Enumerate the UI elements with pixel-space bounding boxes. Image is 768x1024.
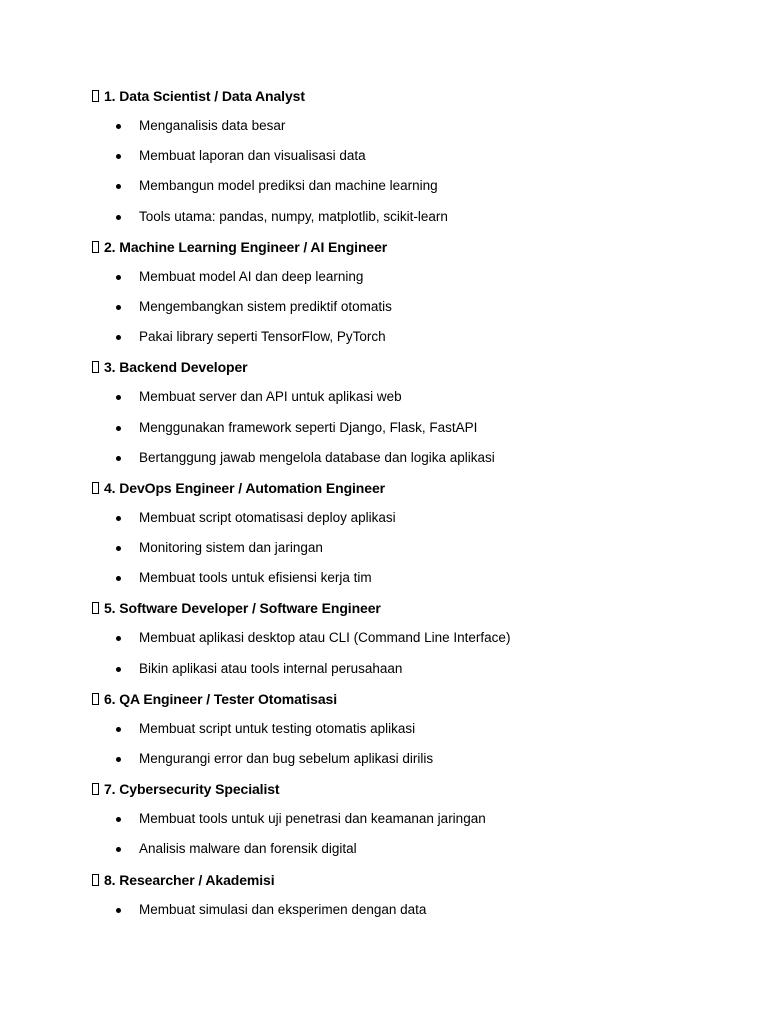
list-item-text: Bertanggung jawab mengelola database dan logika aplikasi bbox=[139, 449, 495, 465]
list-item-text: Membuat server dan API untuk aplikasi web bbox=[139, 389, 402, 405]
list-item bbox=[92, 567, 732, 589]
section bbox=[92, 85, 732, 228]
list-item bbox=[92, 296, 732, 318]
list-item-text: Membuat aplikasi desktop atau CLI (Command Line Interface) bbox=[139, 630, 511, 646]
list-item-text: Menganalisis data besar bbox=[139, 118, 286, 133]
bullet-icon bbox=[116, 636, 121, 641]
list-item-text: Monitoring sistem dan jaringan bbox=[139, 540, 323, 556]
list-item-text: Pakai library seperti TensorFlow, PyTorch bbox=[139, 329, 386, 345]
list-item-text: Membuat model AI dan deep learning bbox=[139, 268, 364, 284]
section-heading-text: 6. QA Engineer / Tester Otomatisasi bbox=[104, 690, 338, 707]
bullet-icon bbox=[116, 847, 121, 852]
section-heading-text: 8. Researcher / Akademisi bbox=[104, 871, 275, 888]
section bbox=[92, 477, 732, 589]
bullet-icon bbox=[116, 305, 121, 310]
missing-glyph-icon bbox=[92, 241, 99, 253]
section bbox=[92, 778, 732, 860]
list-item bbox=[92, 808, 732, 830]
list-item-text: Membuat script untuk testing otomatis aplikasi bbox=[139, 720, 416, 736]
section-heading bbox=[92, 597, 732, 619]
section-heading-text: 4. DevOps Engineer / Automation Engineer bbox=[104, 479, 385, 496]
list-item bbox=[92, 838, 732, 860]
section-heading-text: 1. Data Scientist / Data Analyst bbox=[104, 88, 305, 104]
list-item-text: Membuat tools untuk uji penetrasi dan keamanan jaringan bbox=[139, 811, 486, 827]
missing-glyph-icon bbox=[92, 602, 99, 614]
list-item bbox=[92, 537, 732, 559]
list-item-text: Menggunakan framework seperti Django, Flask, FastAPI bbox=[139, 419, 478, 435]
list-item bbox=[92, 206, 732, 228]
list-item-text: Bikin aplikasi atau tools internal perusahaan bbox=[139, 660, 403, 676]
list-item bbox=[92, 145, 732, 167]
section bbox=[92, 869, 732, 921]
list-item bbox=[92, 266, 732, 288]
bullet-list bbox=[92, 627, 732, 679]
section-heading bbox=[92, 688, 732, 710]
list-item bbox=[92, 748, 732, 770]
bullet-icon bbox=[116, 516, 121, 521]
section bbox=[92, 236, 732, 348]
list-item bbox=[92, 115, 732, 137]
bullet-icon bbox=[116, 817, 121, 822]
section-heading bbox=[92, 236, 732, 258]
missing-glyph-icon bbox=[92, 90, 99, 102]
section-heading bbox=[92, 869, 732, 891]
list-item-text: Membuat script otomatisasi deploy aplikasi bbox=[139, 509, 396, 525]
section-heading-text: 7. Cybersecurity Specialist bbox=[104, 781, 280, 798]
bullet-icon bbox=[116, 667, 121, 672]
list-item-text: Mengembangkan sistem prediktif otomatis bbox=[139, 298, 392, 314]
list-item-text: Membuat tools untuk efisiensi kerja tim bbox=[139, 570, 372, 586]
list-item bbox=[92, 447, 732, 469]
list-item-text: Membuat simulasi dan eksperimen dengan data bbox=[139, 901, 427, 917]
list-item-text: Mengurangi error dan bug sebelum aplikasi dirilis bbox=[139, 751, 434, 766]
bullet-icon bbox=[116, 154, 121, 159]
list-item-text: Tools utama: pandas, numpy, matplotlib, scikit-learn bbox=[139, 208, 448, 224]
list-item bbox=[92, 899, 732, 921]
bullet-icon bbox=[116, 576, 121, 581]
bullet-list bbox=[92, 718, 732, 770]
missing-glyph-icon bbox=[92, 874, 99, 886]
bullet-list bbox=[92, 808, 732, 860]
section-heading bbox=[92, 356, 732, 378]
bullet-icon bbox=[116, 275, 121, 280]
list-item-text: Membuat laporan dan visualisasi data bbox=[139, 148, 366, 164]
list-item-text: Analisis malware dan forensik digital bbox=[139, 841, 357, 857]
bullet-icon bbox=[116, 426, 121, 431]
list-item bbox=[92, 326, 732, 348]
bullet-icon bbox=[116, 456, 121, 461]
bullet-list bbox=[92, 386, 732, 468]
list-item bbox=[92, 386, 732, 408]
list-item bbox=[92, 175, 732, 197]
bullet-icon bbox=[116, 727, 121, 732]
section-heading-text: 5. Software Developer / Software Engineer bbox=[104, 600, 381, 617]
document-content bbox=[92, 85, 732, 929]
section-heading bbox=[92, 778, 732, 800]
list-item bbox=[92, 417, 732, 439]
list-item bbox=[92, 627, 732, 649]
missing-glyph-icon bbox=[92, 693, 99, 705]
bullet-icon bbox=[116, 184, 121, 189]
bullet-icon bbox=[116, 215, 121, 220]
section bbox=[92, 597, 732, 679]
bullet-icon bbox=[116, 908, 121, 913]
bullet-icon bbox=[116, 124, 121, 129]
bullet-list bbox=[92, 266, 732, 348]
section bbox=[92, 688, 732, 770]
bullet-icon bbox=[116, 546, 121, 551]
section-heading-text: 2. Machine Learning Engineer / AI Engineer bbox=[104, 238, 388, 255]
missing-glyph-icon bbox=[92, 783, 99, 795]
bullet-list bbox=[92, 507, 732, 589]
list-item bbox=[92, 658, 732, 680]
section-heading bbox=[92, 477, 732, 499]
section bbox=[92, 356, 732, 468]
missing-glyph-icon bbox=[92, 361, 99, 373]
bullet-list bbox=[92, 899, 732, 921]
list-item bbox=[92, 507, 732, 529]
bullet-icon bbox=[116, 757, 121, 762]
bullet-list bbox=[92, 115, 732, 228]
bullet-icon bbox=[116, 335, 121, 340]
bullet-icon bbox=[116, 395, 121, 400]
section-heading bbox=[92, 85, 732, 107]
section-heading-text: 3. Backend Developer bbox=[104, 359, 248, 376]
list-item-text: Membangun model prediksi dan machine learning bbox=[139, 178, 438, 194]
list-item bbox=[92, 718, 732, 740]
missing-glyph-icon bbox=[92, 482, 99, 494]
